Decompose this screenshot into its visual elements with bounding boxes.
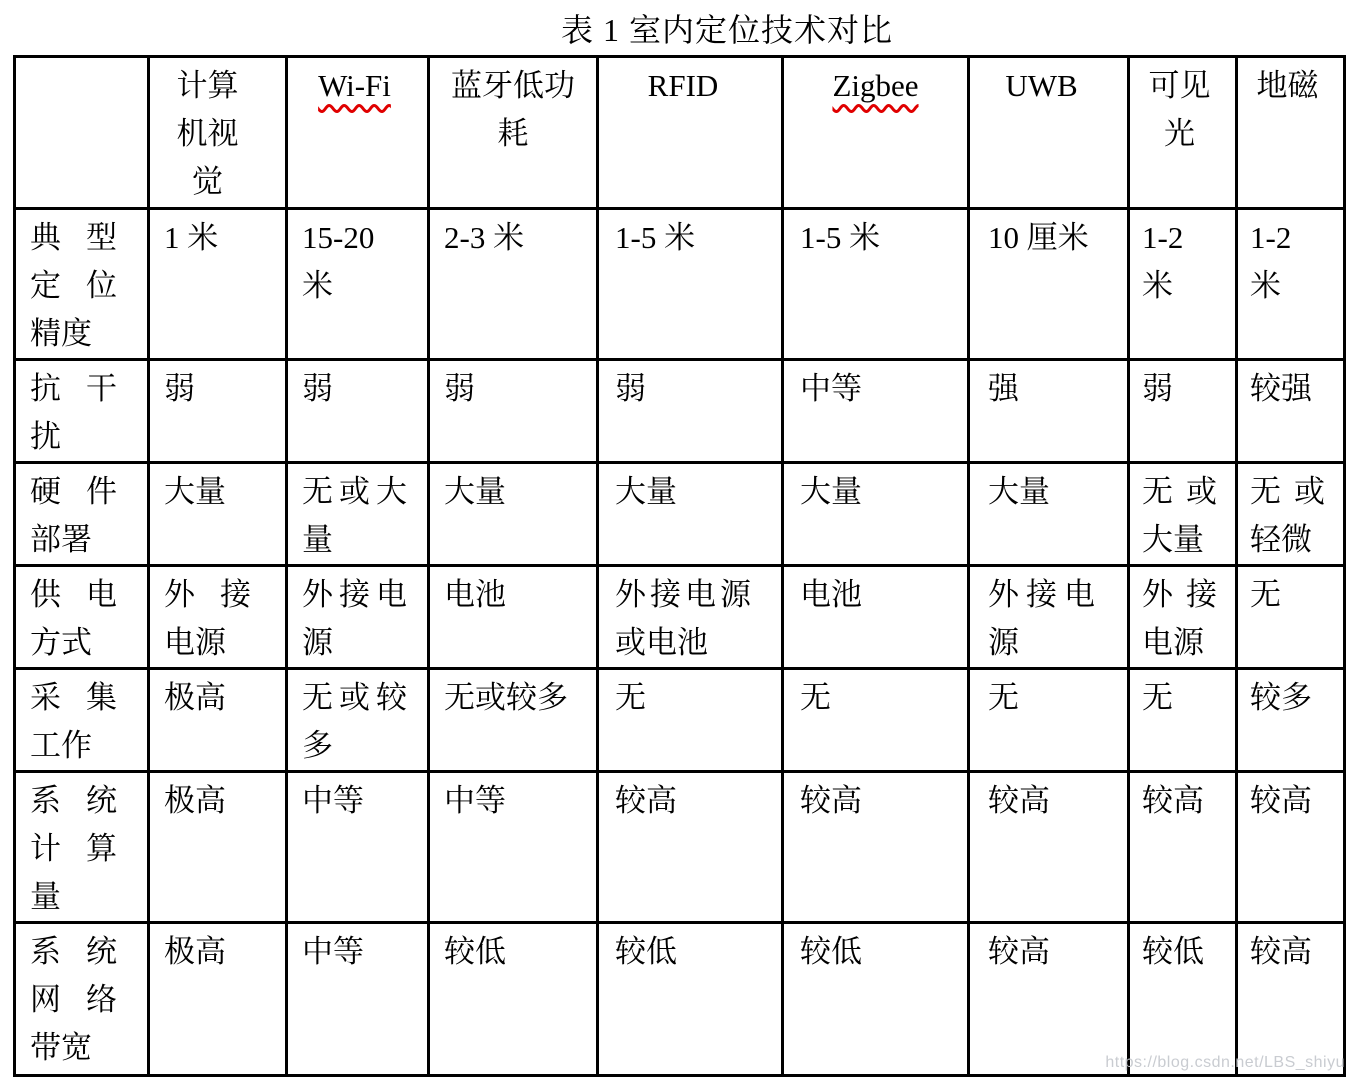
column-header [15, 57, 149, 209]
column-header-label: 可见光 [1148, 68, 1211, 151]
table-cell: 中等 [287, 772, 429, 923]
table-cell: 无或较多 [429, 669, 598, 772]
table-cell: 无或大量 [1129, 463, 1237, 566]
table-cell: 无或较多 [287, 669, 429, 772]
table-cell: 无 [1237, 566, 1345, 669]
table-cell: 极高 [149, 923, 287, 1076]
table-cell: 无 [783, 669, 969, 772]
table-row [15, 923, 1345, 1076]
table-cell: 弱 [1129, 360, 1237, 463]
table-cell: 较高 [969, 772, 1129, 923]
table-cell: 电池 [783, 566, 969, 669]
row-label: 抗干扰 [15, 360, 149, 463]
table-row [15, 566, 1345, 669]
table-cell: 外接电源 [969, 566, 1129, 669]
column-header-label: UWB [1005, 68, 1078, 103]
table-cell: 1 米 [149, 209, 287, 360]
row-label: 硬件部署 [15, 463, 149, 566]
table-cell: 中等 [783, 360, 969, 463]
table-cell: 较低 [783, 923, 969, 1076]
table-cell: 无 [1129, 669, 1237, 772]
table-cell: 较多 [1237, 669, 1345, 772]
table-cell: 弱 [287, 360, 429, 463]
column-header [783, 57, 969, 209]
column-header-row [15, 57, 1345, 209]
column-header [1129, 57, 1237, 209]
table-cell: 弱 [149, 360, 287, 463]
table-body [15, 209, 1345, 1076]
table-cell: 中等 [287, 923, 429, 1076]
table-cell: 大量 [149, 463, 287, 566]
table-row [15, 463, 1345, 566]
table-cell: 外接电源 [1129, 566, 1237, 669]
column-header [429, 57, 598, 209]
table-cell: 大量 [429, 463, 598, 566]
table-row [15, 669, 1345, 772]
row-label: 供电方式 [15, 566, 149, 669]
table-cell: 较高 [598, 772, 783, 923]
table-cell: 较高 [783, 772, 969, 923]
table-cell: 外接电源 [287, 566, 429, 669]
table-cell: 较强 [1237, 360, 1345, 463]
table-cell: 1-2 米 [1237, 209, 1345, 360]
table-cell: 弱 [598, 360, 783, 463]
watermark-url: https://blog.csdn.net/LBS_shiyu [1105, 1054, 1345, 1071]
table-cell: 极高 [149, 772, 287, 923]
column-header-label: 计算机视觉 [176, 68, 239, 199]
column-header-label: RFID [647, 68, 719, 103]
table-cell: 外接电源 [149, 566, 287, 669]
table-cell: 无 [598, 669, 783, 772]
row-label: 采集工作 [15, 669, 149, 772]
table-cell: 较高 [969, 923, 1129, 1076]
table-cell: 较高 [1237, 923, 1345, 1076]
spellcheck-underline: Zigbee [832, 68, 919, 103]
table-cell: 1-5 米 [783, 209, 969, 360]
table-row [15, 772, 1345, 923]
table-cell: 无 [969, 669, 1129, 772]
table-cell: 弱 [429, 360, 598, 463]
row-label: 典型定位精度 [15, 209, 149, 360]
table-row [15, 360, 1345, 463]
table-cell: 较高 [1237, 772, 1345, 923]
table-cell: 电池 [429, 566, 598, 669]
row-label: 系统计算量 [15, 772, 149, 923]
table-cell: 1-2 米 [1129, 209, 1237, 360]
column-header [149, 57, 287, 209]
table-cell: 15-20 米 [287, 209, 429, 360]
column-header-label: 蓝牙低功耗 [451, 68, 575, 151]
column-header [287, 57, 429, 209]
column-header-label: 地磁 [1256, 68, 1319, 103]
table-cell: 大量 [969, 463, 1129, 566]
table-cell: 中等 [429, 772, 598, 923]
comparison-table [13, 55, 1346, 1077]
spellcheck-underline: Wi-Fi [318, 68, 391, 103]
table-row [15, 209, 1345, 360]
table-cell: 较低 [598, 923, 783, 1076]
table-cell: 较高 [1129, 772, 1237, 923]
table-cell: 极高 [149, 669, 287, 772]
table-cell: 大量 [598, 463, 783, 566]
table-cell: 强 [969, 360, 1129, 463]
table-cell: 无或大量 [287, 463, 429, 566]
table-cell: 2-3 米 [429, 209, 598, 360]
table-cell: 较低 [1129, 923, 1237, 1076]
column-header [598, 57, 783, 209]
table-cell: 无或轻微 [1237, 463, 1345, 566]
table-cell: 外接电源或电池 [598, 566, 783, 669]
page-title: 表 1 室内定位技术对比 [560, 12, 893, 48]
column-header [1237, 57, 1345, 209]
table-cell: 10 厘米 [969, 209, 1129, 360]
table-cell: 大量 [783, 463, 969, 566]
column-header [969, 57, 1129, 209]
row-label: 系统网络带宽 [15, 923, 149, 1076]
table-cell: 较低 [429, 923, 598, 1076]
table-cell: 1-5 米 [598, 209, 783, 360]
